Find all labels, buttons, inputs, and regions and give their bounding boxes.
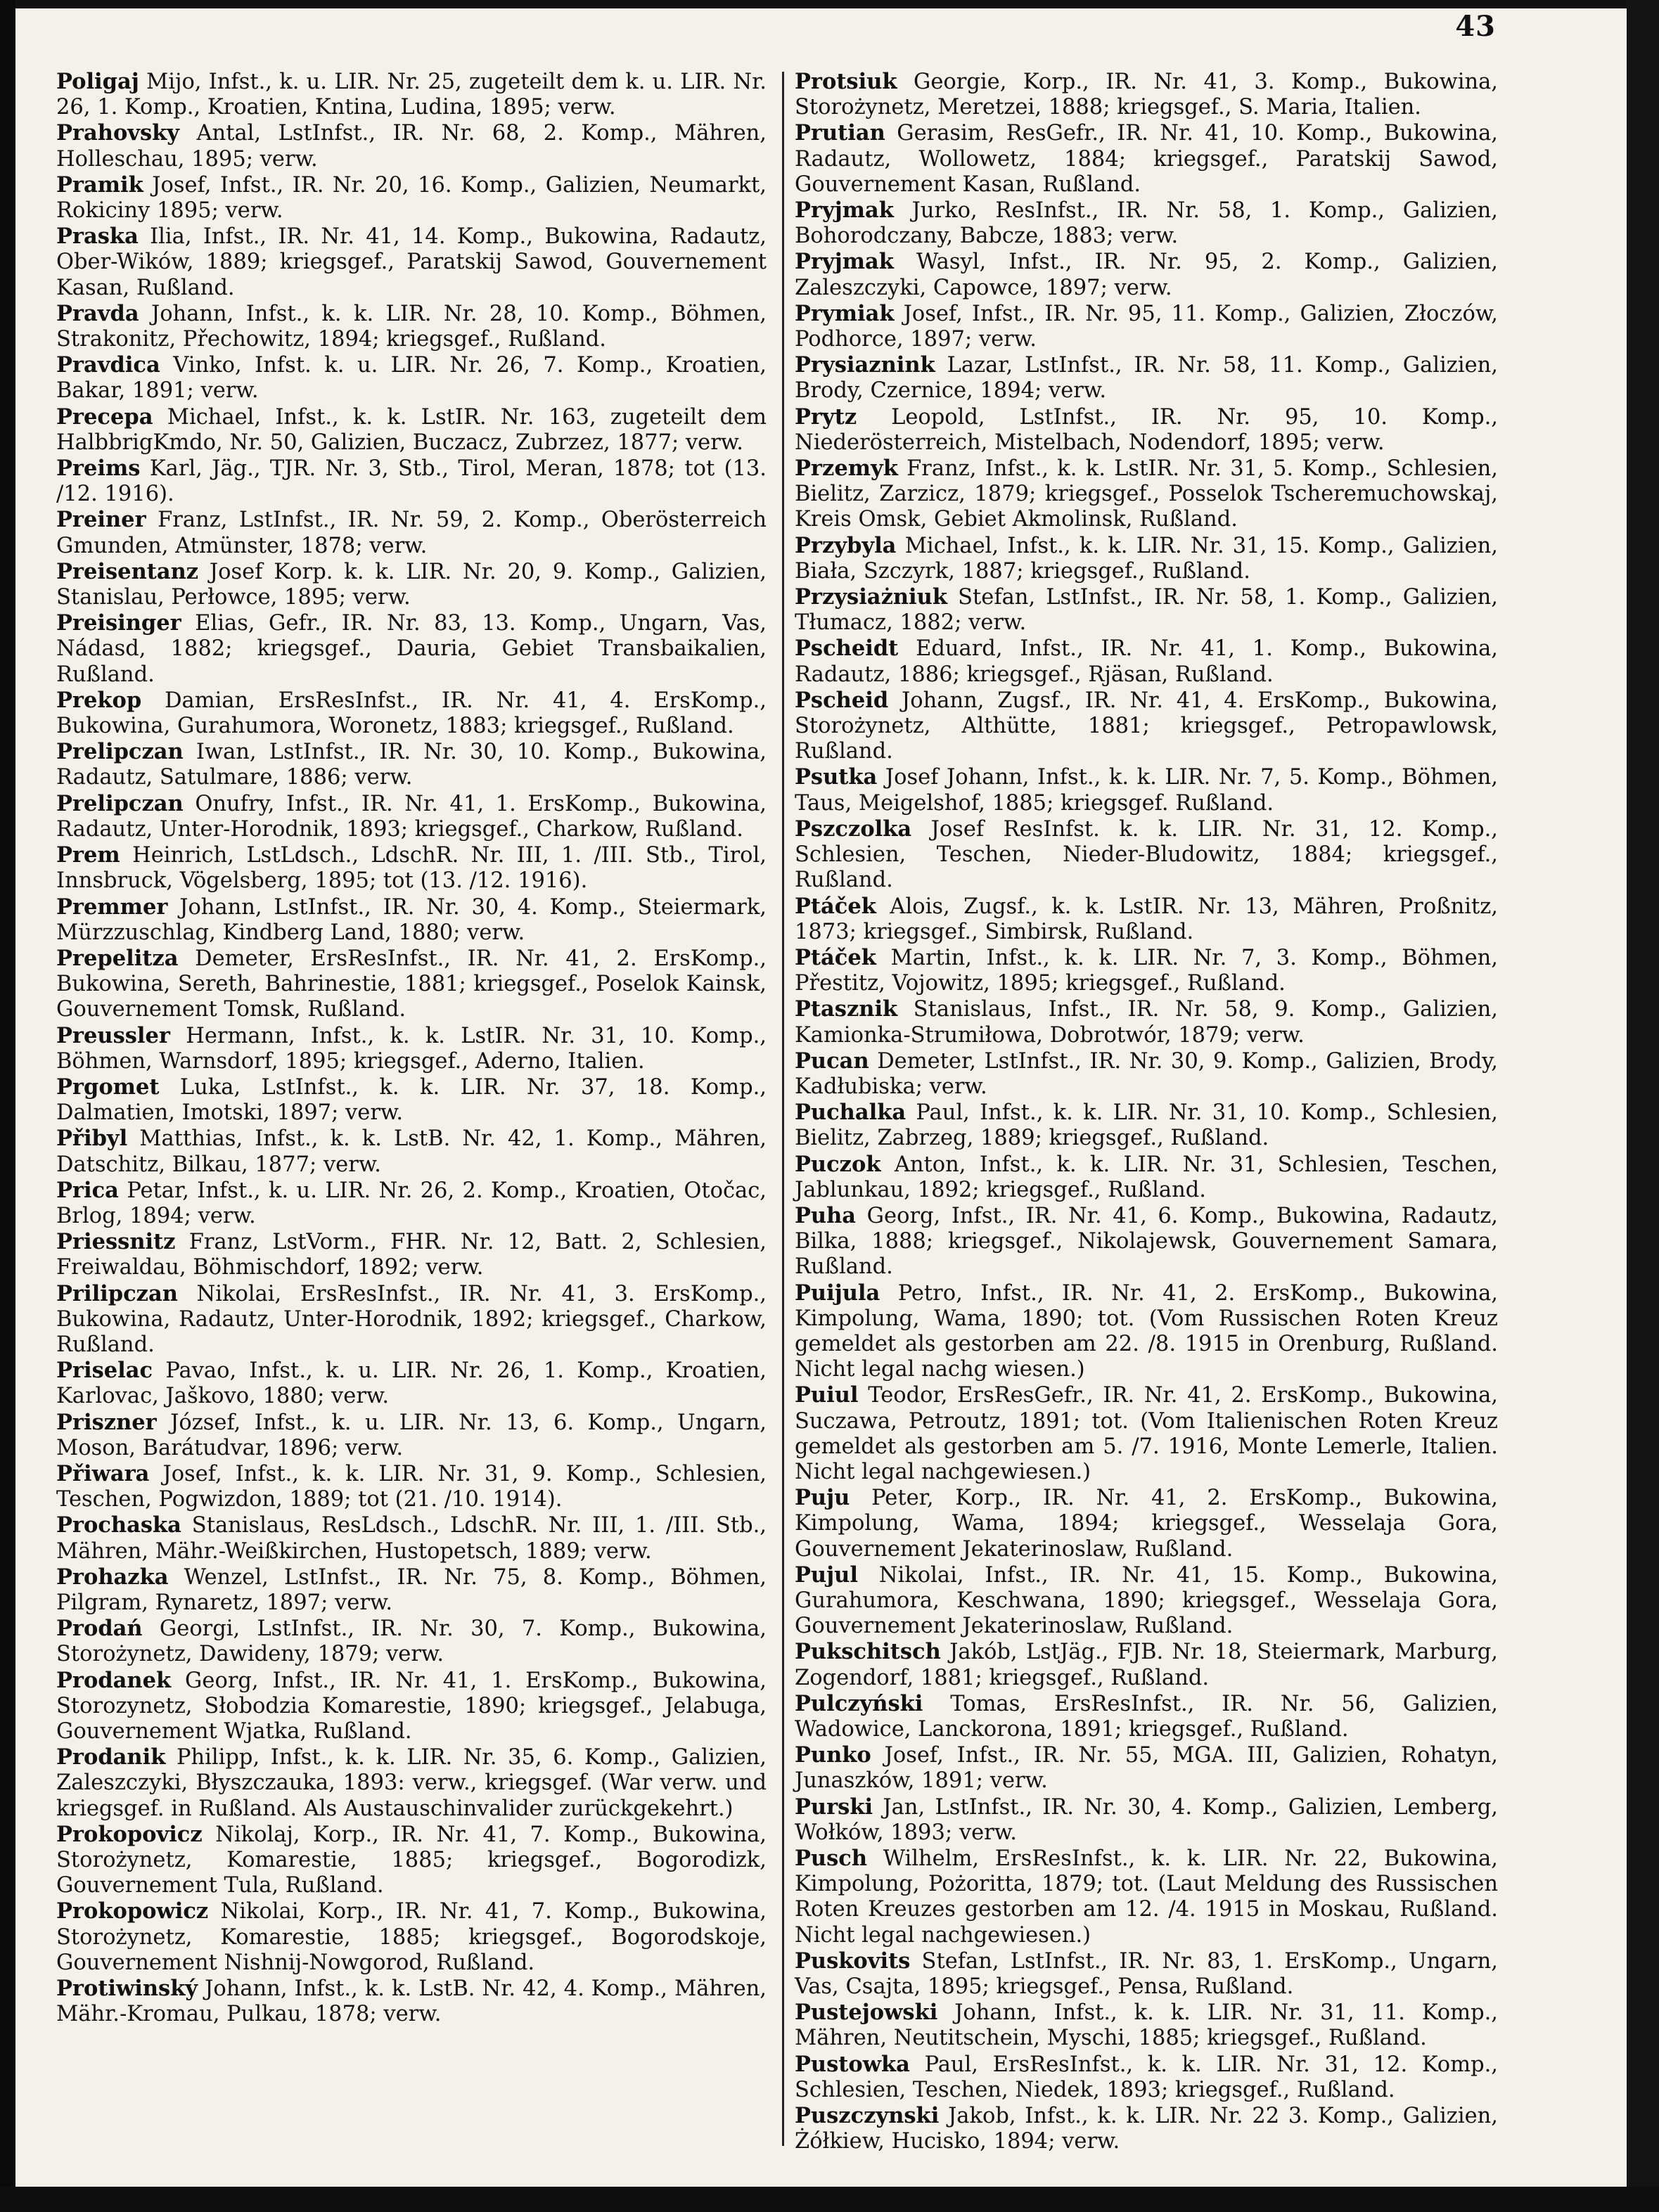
entry-surname: Ptáček — [795, 944, 876, 970]
entry-surname: Puchalka — [795, 1100, 907, 1126]
list-entry — [56, 842, 767, 894]
entry-surname: Přibyl — [56, 1126, 128, 1152]
list-entry — [56, 1229, 767, 1280]
entry-surname: Prokopovicz — [56, 1821, 203, 1847]
entry-details: Johann, Infst., k. k. LIR. Nr. 28, 10. Komp., Böhmen, Strakonitz, Přechowitz, 1894; kriegsgef., Rußland. — [56, 301, 767, 352]
list-entry — [56, 739, 767, 790]
entry-details: Peter, Korp., IR. Nr. 41, 2. ErsKomp., Bukowina, Kimpolung, Wama, 1894; kriegsgef., Wesselaja Gora, Gouvernement Jekaterinoslaw, Rußland. — [795, 1486, 1498, 1562]
entry-details: Georg, Infst., IR. Nr. 41, 1. ErsKomp., Bukowina, Storozynetz, Słobodzia Komarestie, 1890; kriegsgef., Jelabuga, Gouvernement Wjatka, Rußland. — [56, 1668, 767, 1744]
list-entry — [795, 1742, 1498, 1794]
entry-details: Paul, ErsResInfst., k. k. LIR. Nr. 31, 12. Komp., Schlesien, Teschen, Niedek, 1893; kriegsgef., Rußland. — [795, 2052, 1498, 2102]
list-entry — [795, 945, 1498, 996]
list-entry — [56, 120, 767, 172]
list-entry — [56, 1668, 767, 1745]
list-entry — [56, 224, 767, 301]
list-entry — [56, 507, 767, 558]
list-entry — [56, 1898, 767, 1976]
list-entry — [795, 301, 1498, 352]
entry-details: Johann, LstInfst., IR. Nr. 30, 4. Komp., Steiermark, Mürzzuschlag, Kindberg Land, 1880; verw. — [56, 894, 767, 945]
entry-details: Tomas, ErsResInfst., IR. Nr. 56, Galizien, Wadowice, Lanckorona, 1891; kriegsgef., Rußland. — [795, 1691, 1498, 1742]
entry-surname: Prytz — [795, 404, 857, 430]
entry-surname: Prodanek — [56, 1667, 172, 1693]
entry-surname: Prochaska — [56, 1512, 181, 1538]
entry-details: Elias, Gefr., IR. Nr. 83, 13. Komp., Ungarn, Vas, Nádasd, 1882; kriegsgef., Dauria, Gebiet Transbaikalien, Rußland. — [56, 611, 767, 687]
entry-details: Wasyl, Infst., IR. Nr. 95, 2. Komp., Galizien, Zaleszczyki, Capowce, 1897; verw. — [795, 250, 1498, 300]
list-entry — [56, 1126, 767, 1177]
entry-details: Jan, LstInfst., IR. Nr. 30, 4. Komp., Galizien, Lemberg, Wołków, 1893; verw. — [795, 1794, 1498, 1845]
entry-surname: Ptasznik — [795, 996, 898, 1022]
list-entry — [795, 688, 1498, 765]
entry-surname: Premmer — [56, 894, 168, 920]
entry-surname: Praska — [56, 224, 139, 250]
scan-edge-left — [0, 0, 15, 2212]
list-entry — [795, 894, 1498, 945]
list-entry — [56, 1976, 767, 2027]
entry-details: Damian, ErsResInfst., IR. Nr. 41, 4. ErsKomp., Bukowina, Gurahumora, Woronetz, 1883; kriegsgef., Rußland. — [56, 688, 767, 739]
entry-surname: Przysiażniuk — [795, 584, 947, 610]
list-entry — [56, 172, 767, 224]
entry-details: Jurko, ResInfst., IR. Nr. 58, 1. Komp., Galizien, Bohorodczany, Babcze, 1883; verw. — [795, 198, 1498, 249]
entry-details: Stanislaus, ResLdsch., LdschR. Nr. III, 1. /III. Stb., Mähren, Mähr.-Weißkirchen, Hustopetsch, 1889; verw. — [56, 1513, 767, 1564]
entry-details: Wenzel, LstInfst., IR. Nr. 75, 8. Komp., Böhmen, Pilgram, Rynaretz, 1897; verw. — [56, 1564, 767, 1615]
list-entry — [56, 1410, 767, 1461]
list-entry — [56, 1616, 767, 1667]
list-entry — [56, 1023, 767, 1074]
list-entry — [795, 69, 1498, 120]
list-entry — [795, 1948, 1498, 2000]
entry-surname: Prysiaznink — [795, 352, 935, 378]
entry-details: Franz, LstVorm., FHR. Nr. 12, Batt. 2, Schlesien, Freiwaldau, Böhmischdorf, 1892; verw. — [56, 1230, 767, 1280]
column-divider — [782, 72, 784, 2146]
list-entry — [795, 198, 1498, 249]
entry-surname: Prodań — [56, 1616, 143, 1642]
list-entry — [56, 69, 767, 120]
list-entry — [795, 816, 1498, 894]
entry-surname: Priselac — [56, 1358, 153, 1384]
list-entry — [795, 1485, 1498, 1562]
entry-surname: Puijula — [795, 1280, 880, 1306]
entry-details: Gerasim, ResGefr., IR. Nr. 41, 10. Komp., Bukowina, Radautz, Wollowetz, 1884; kriegsgef., Paratskij Sawod, Gouvernement Kasan, Rußland. — [795, 121, 1498, 197]
list-entry — [795, 1382, 1498, 1485]
list-entry — [795, 2000, 1498, 2051]
list-entry — [795, 120, 1498, 198]
list-entry — [795, 533, 1498, 584]
list-entry — [56, 404, 767, 456]
list-entry — [56, 1178, 767, 1229]
entry-details: Heinrich, LstLdsch., LdschR. Nr. III, 1. /III. Stb., Tirol, Innsbruck, Vögelsberg, 1895; tot (13. /12. 1916). — [56, 843, 767, 894]
entry-surname: Prahovsky — [56, 120, 180, 146]
entry-surname: Punko — [795, 1742, 871, 1768]
entry-surname: Preisinger — [56, 610, 181, 636]
list-entry — [795, 1152, 1498, 1203]
entry-surname: Pryjmak — [795, 198, 894, 224]
entry-surname: Preiner — [56, 507, 146, 533]
entry-details: Johann, Infst., k. k. LstB. Nr. 42, 4. Komp., Mähren, Mähr.-Kromau, Pulkau, 1878; verw. — [56, 1976, 767, 2027]
entry-details: Martin, Infst., k. k. LIR. Nr. 7, 3. Komp., Böhmen, Přestitz, Vojowitz, 1895; kriegsgef., Rußland. — [795, 945, 1498, 996]
entry-surname: Puskovits — [795, 1948, 911, 1974]
entry-surname: Pujul — [795, 1562, 858, 1588]
entry-details: Stanislaus, Infst., IR. Nr. 58, 9. Komp., Galizien, Kamionka-Strumiłowa, Dobrotwór, 1879; verw. — [795, 997, 1498, 1048]
entry-surname: Prilipczan — [56, 1280, 178, 1306]
scan-edge-top — [0, 0, 1659, 8]
entry-details: Paul, Infst., k. k. LIR. Nr. 31, 10. Komp., Schlesien, Bielitz, Zabrzeg, 1889; kriegsgef., Rußland. — [795, 1100, 1498, 1151]
entry-surname: Pulczyński — [795, 1690, 923, 1716]
entry-surname: Pramik — [56, 172, 143, 198]
entry-details: Josef, Infst., IR. Nr. 95, 11. Komp., Galizien, Złoczów, Podhorce, 1897; verw. — [795, 301, 1498, 352]
entry-surname: Precepa — [56, 404, 153, 430]
entry-details: Michael, Infst., k. k. LIR. Nr. 31, 15. Komp., Galizien, Biała, Szczyrk, 1887; kriegsgef., Rußland. — [795, 533, 1498, 584]
entry-details: Luka, LstInfst., k. k. LIR. Nr. 37, 18. Komp., Dalmatien, Imotski, 1897; verw. — [56, 1074, 767, 1126]
entry-surname: Puszczynski — [795, 2103, 940, 2129]
list-entry — [56, 1822, 767, 1899]
list-entry — [56, 559, 767, 610]
entry-surname: Prelipczan — [56, 790, 184, 816]
entry-details: Leopold, LstInfst., IR. Nr. 95, 10. Komp., Niederösterreich, Mistelbach, Nodendorf, 1895; verw. — [795, 404, 1498, 455]
entry-surname: Pszczolka — [795, 816, 912, 842]
scan-edge-right — [1627, 0, 1659, 2212]
entry-details: Onufry, Infst., IR. Nr. 41, 1. ErsKomp., Bukowina, Radautz, Unter-Horodnik, 1893; kriegsgef., Charkow, Rußland. — [56, 791, 767, 842]
list-entry — [795, 1100, 1498, 1151]
entry-surname: Pryjmak — [795, 249, 894, 275]
list-entry — [56, 352, 767, 404]
entry-surname: Puju — [795, 1485, 850, 1511]
left-column — [56, 69, 767, 2027]
entry-details: Josef, Infst., k. k. LIR. Nr. 31, 9. Komp., Schlesien, Teschen, Pogwizdon, 1889; tot (21. /10. 1914). — [56, 1461, 767, 1512]
list-entry — [795, 456, 1498, 533]
list-entry — [795, 996, 1498, 1048]
entry-details: Nikolai, ErsResInfst., IR. Nr. 41, 3. ErsKomp., Bukowina, Radautz, Unter-Horodnik, 1892; kriegsgef., Charkow, Rußland. — [56, 1281, 767, 1357]
entry-surname: Prokopowicz — [56, 1898, 209, 1924]
entry-surname: Prutian — [795, 120, 885, 146]
entry-details: Alois, Zugsf., k. k. LstIR. Nr. 13, Mähren, Proßnitz, 1873; kriegsgef., Simbirsk, Rußland. — [795, 894, 1498, 944]
entry-surname: Puczok — [795, 1151, 881, 1177]
entry-surname: Pscheidt — [795, 636, 899, 662]
entry-surname: Prem — [56, 842, 120, 868]
list-entry — [795, 249, 1498, 300]
list-entry — [795, 1846, 1498, 1948]
entry-details: Georgie, Korp., IR. Nr. 41, 3. Komp., Bukowina, Storożynetz, Meretzei, 1888; kriegsgef., S. Maria, Italien. — [795, 70, 1498, 120]
entry-details: Iwan, LstInfst., IR. Nr. 30, 10. Komp., Bukowina, Radautz, Satulmare, 1886; verw. — [56, 740, 767, 790]
entry-details: Jakób, LstJäg., FJB. Nr. 18, Steiermark, Marburg, Zogendorf, 1881; kriegsgef., Rußland. — [795, 1640, 1498, 1690]
entry-details: Nikolai, Infst., IR. Nr. 41, 15. Komp., Bukowina, Gurahumora, Keschwana, 1890; kriegsgef., Wesselaja Gora, Gouvernement Jekaterinoslaw, Rußland. — [795, 1562, 1498, 1639]
list-entry — [56, 1281, 767, 1358]
list-entry — [56, 894, 767, 946]
entry-details: Johann, Infst., k. k. LIR. Nr. 31, 11. Komp., Mähren, Neutitschein, Myschi, 1885; kriegsgef., Rußland. — [795, 2000, 1499, 2051]
entry-surname: Prodanik — [56, 1744, 166, 1770]
entry-details: Vinko, Infst. k. u. LIR. Nr. 26, 7. Komp., Kroatien, Bakar, 1891; verw. — [56, 353, 767, 404]
entry-details: Nikolaj, Korp., IR. Nr. 41, 7. Komp., Bukowina, Storożynetz, Komarestie, 1885; kriegsgef., Bogorodizk, Gouvernement Tula, Rußland. — [56, 1822, 767, 1898]
entry-surname: Preims — [56, 456, 141, 482]
entry-details: Georgi, LstInfst., IR. Nr. 30, 7. Komp., Bukowina, Storożynetz, Dawideny, 1879; verw. — [56, 1616, 767, 1667]
entry-surname: Pravdica — [56, 352, 160, 378]
entry-details: Karl, Jäg., TJR. Nr. 3, Stb., Tirol, Meran, 1878; tot (13. /12. 1916). — [56, 456, 767, 507]
entry-details: Josef Johann, Infst., k. k. LIR. Nr. 7, 5. Komp., Böhmen, Taus, Meigelshof, 1885; kriegsgef. Rußland. — [795, 765, 1498, 816]
entry-surname: Przemyk — [795, 456, 898, 482]
entry-surname: Protiwinský — [56, 1976, 198, 2002]
entry-details: Pavao, Infst., k. u. LIR. Nr. 26, 1. Komp., Kroatien, Karlovac, Jaškovo, 1880; verw. — [56, 1358, 767, 1409]
entry-details: Anton, Infst., k. k. LIR. Nr. 31, Schlesien, Teschen, Jablunkau, 1892; kriegsgef., Rußland. — [795, 1152, 1498, 1202]
list-entry — [795, 1203, 1498, 1280]
entry-details: Wilhelm, ErsResInfst., k. k. LIR. Nr. 22, Bukowina, Kimpolung, Pożoritta, 1879; tot. (Laut Meldung des Russischen Roten Kreuzes gestorben am 12. /4. 1915 in Moskau, Rußland. Nicht legal nachgewiesen.) — [795, 1846, 1498, 1948]
entry-surname: Psutka — [795, 764, 878, 790]
entry-details: Jakob, Infst., k. k. LIR. Nr. 22 3. Komp., Galizien, Żółkiew, Hucisko, 1894; verw. — [795, 2104, 1499, 2154]
entry-details: Hermann, Infst., k. k. LstIR. Nr. 31, 10. Komp., Böhmen, Warnsdorf, 1895; kriegsgef., Aderno, Italien. — [56, 1023, 767, 1074]
list-entry — [795, 1048, 1498, 1100]
entry-surname: Puiul — [795, 1382, 859, 1408]
right-column — [795, 69, 1498, 2154]
entry-details: Philipp, Infst., k. k. LIR. Nr. 35, 6. Komp., Galizien, Zaleszczyki, Błyszczauka, 1893: verw., kriegsgef. (War verw. und kriegsgef. in Rußland. Als Austauschinvalider zurückgekehrt.) — [56, 1745, 767, 1821]
entry-details: Georg, Infst., IR. Nr. 41, 6. Komp., Bukowina, Radautz, Bilka, 1888; kriegsgef., Nikolajewsk, Gouvernement Samara, Rußland. — [795, 1203, 1498, 1280]
entry-surname: Ptáček — [795, 893, 876, 919]
scan-edge-bottom — [0, 2187, 1659, 2212]
entry-details: Stefan, LstInfst., IR. Nr. 58, 1. Komp., Galizien, Tłumacz, 1882; verw. — [795, 585, 1498, 636]
entry-details: Demeter, LstInfst., IR. Nr. 30, 9. Komp., Galizien, Brody, Kadłubiska; verw. — [795, 1048, 1498, 1099]
list-entry — [795, 1794, 1498, 1846]
entry-details: Josef Korp. k. k. LIR. Nr. 20, 9. Komp., Galizien, Stanislau, Perłowce, 1895; verw. — [56, 559, 767, 610]
entry-surname: Pukschitsch — [795, 1639, 941, 1665]
entry-details: Josef ResInfst. k. k. LIR. Nr. 31, 12. Komp., Schlesien, Teschen, Nieder-Bludowitz, 1884; kriegsgef., Rußland. — [795, 816, 1498, 893]
entry-surname: Prepelitza — [56, 945, 179, 971]
list-entry — [795, 404, 1498, 456]
list-entry — [56, 610, 767, 688]
list-entry — [795, 764, 1498, 816]
entry-details: Johann, Zugsf., IR. Nr. 41, 4. ErsKomp., Bukowina, Storożynetz, Althütte, 1881; kriegsgef., Petropawlowsk, Rußland. — [795, 688, 1498, 764]
entry-surname: Pscheid — [795, 687, 889, 713]
list-entry — [56, 688, 767, 739]
entry-details: Franz, Infst., k. k. LstIR. Nr. 31, 5. Komp., Schlesien, Bielitz, Zarzicz, 1879; kriegsgef., Posselok Tscheremuchowskaj, Kreis Omsk, Gebiet Akmolinsk, Rußland. — [795, 456, 1498, 532]
entry-surname: Prohazka — [56, 1564, 169, 1590]
entry-details: József, Infst., k. u. LIR. Nr. 13, 6. Komp., Ungarn, Moson, Barátudvar, 1896; verw. — [56, 1410, 767, 1460]
list-entry — [56, 1358, 767, 1409]
list-entry — [795, 1562, 1498, 1640]
entry-surname: Priessnitz — [56, 1229, 176, 1255]
entry-surname: Preisentanz — [56, 558, 199, 584]
entry-surname: Přiwara — [56, 1460, 150, 1486]
entry-details: Ilia, Infst., IR. Nr. 41, 14. Komp., Bukowina, Radautz, Ober-Wików, 1889; kriegsgef., Paratskij Sawod, Gouvernement Kasan, Rußland. — [56, 224, 767, 300]
entry-details: Josef, Infst., IR. Nr. 20, 16. Komp., Galizien, Neumarkt, Rokiciny 1895; verw. — [56, 172, 767, 224]
entry-surname: Protsiuk — [795, 69, 897, 94]
entry-surname: Prekop — [56, 687, 142, 713]
entry-details: Josef, Infst., IR. Nr. 55, MGA. III, Galizien, Rohatyn, Junaszków, 1891; verw. — [795, 1743, 1498, 1794]
entry-surname: Prymiak — [795, 300, 895, 326]
entry-details: Stefan, LstInfst., IR. Nr. 83, 1. ErsKomp., Ungarn, Vas, Csajta, 1895; kriegsgef., Pensa, Rußland. — [795, 1948, 1498, 2000]
list-entry — [795, 2052, 1498, 2103]
entry-surname: Prica — [56, 1177, 119, 1203]
entry-surname: Przybyla — [795, 532, 897, 558]
entry-details: Petar, Infst., k. u. LIR. Nr. 26, 2. Komp., Kroatien, Otočac, Brlog, 1894; verw. — [56, 1178, 767, 1228]
list-entry — [56, 301, 767, 352]
entry-surname: Prelipczan — [56, 739, 184, 765]
entry-surname: Priszner — [56, 1409, 157, 1435]
entry-details: Teodor, ErsResGefr., IR. Nr. 41, 2. ErsKomp., Bukowina, Suczawa, Petroutz, 1891; tot. (Vom Italienischen Roten Kreuz gemeldet als gestorben am 5. /7. 1916, Monte Lemerle, Italien. Nicht legal nachgewiesen.) — [795, 1383, 1498, 1484]
entry-details: Nikolai, Korp., IR. Nr. 41, 7. Komp., Bukowina, Storożynetz, Komarestie, 1885; kriegsgef., Bogorodskoje, Gouvernement Nishnij-Nowgorod, Rußland. — [56, 1899, 767, 1975]
list-entry — [795, 636, 1498, 687]
list-entry — [56, 1074, 767, 1126]
entry-surname: Poligaj — [56, 69, 139, 94]
list-entry — [795, 352, 1498, 404]
list-entry — [795, 1691, 1498, 1742]
entry-details: Antal, LstInfst., IR. Nr. 68, 2. Komp., Mähren, Holleschau, 1895; verw. — [56, 121, 767, 172]
entry-surname: Pustejowski — [795, 2000, 938, 2026]
entry-surname: Prgomet — [56, 1074, 160, 1100]
entry-surname: Purski — [795, 1794, 873, 1820]
list-entry — [795, 584, 1498, 636]
entry-surname: Puha — [795, 1202, 857, 1228]
list-entry — [795, 2103, 1498, 2154]
entry-surname: Pucan — [795, 1048, 869, 1074]
entry-details: Petro, Infst., IR. Nr. 41, 2. ErsKomp., Bukowina, Kimpolung, Wama, 1890; tot. (Vom Russischen Roten Kreuz gemeldet als gestorben am 22. /8. 1915 in Orenburg, Rußland. Nicht legal nachg wiesen.) — [795, 1280, 1498, 1382]
entry-surname: Pravda — [56, 300, 139, 326]
page-number: 43 — [1455, 10, 1496, 43]
list-entry — [56, 1744, 767, 1822]
entry-details: Matthias, Infst., k. k. LstB. Nr. 42, 1. Komp., Mähren, Datschitz, Bilkau, 1877; verw. — [56, 1126, 767, 1177]
entry-details: Lazar, LstInfst., IR. Nr. 58, 11. Komp., Galizien, Brody, Czernice, 1894; verw. — [795, 353, 1499, 404]
entry-details: Mijo, Infst., k. u. LIR. Nr. 25, zugeteilt dem k. u. LIR. Nr. 26, 1. Komp., Kroatien, Kntina, Ludina, 1895; verw. — [56, 70, 767, 120]
list-entry — [56, 791, 767, 842]
list-entry — [795, 1280, 1498, 1383]
entry-surname: Pustowka — [795, 2051, 910, 2077]
list-entry — [56, 946, 767, 1023]
list-entry — [56, 1564, 767, 1616]
entry-details: Eduard, Infst., IR. Nr. 41, 1. Komp., Bukowina, Radautz, 1886; kriegsgef., Rjäsan, Rußland. — [795, 636, 1498, 687]
entry-surname: Preussler — [56, 1022, 170, 1048]
entry-details: Franz, LstInfst., IR. Nr. 59, 2. Komp., Oberösterreich Gmunden, Atmünster, 1878; verw. — [56, 508, 767, 558]
list-entry — [56, 1461, 767, 1512]
list-entry — [795, 1639, 1498, 1690]
entry-details: Michael, Infst., k. k. LstIR. Nr. 163, zugeteilt dem HalbbrigKmdo, Nr. 50, Galizien, Buczacz, Zubrzez, 1877; verw. — [56, 404, 767, 455]
list-entry — [56, 1512, 767, 1564]
entry-details: Demeter, ErsResInfst., IR. Nr. 41, 2. ErsKomp., Bukowina, Sereth, Bahrinestie, 1881; kriegsgef., Poselok Kainsk, Gouvernement Tomsk, Rußland. — [56, 946, 767, 1022]
list-entry — [56, 456, 767, 507]
entry-surname: Pusch — [795, 1846, 868, 1872]
